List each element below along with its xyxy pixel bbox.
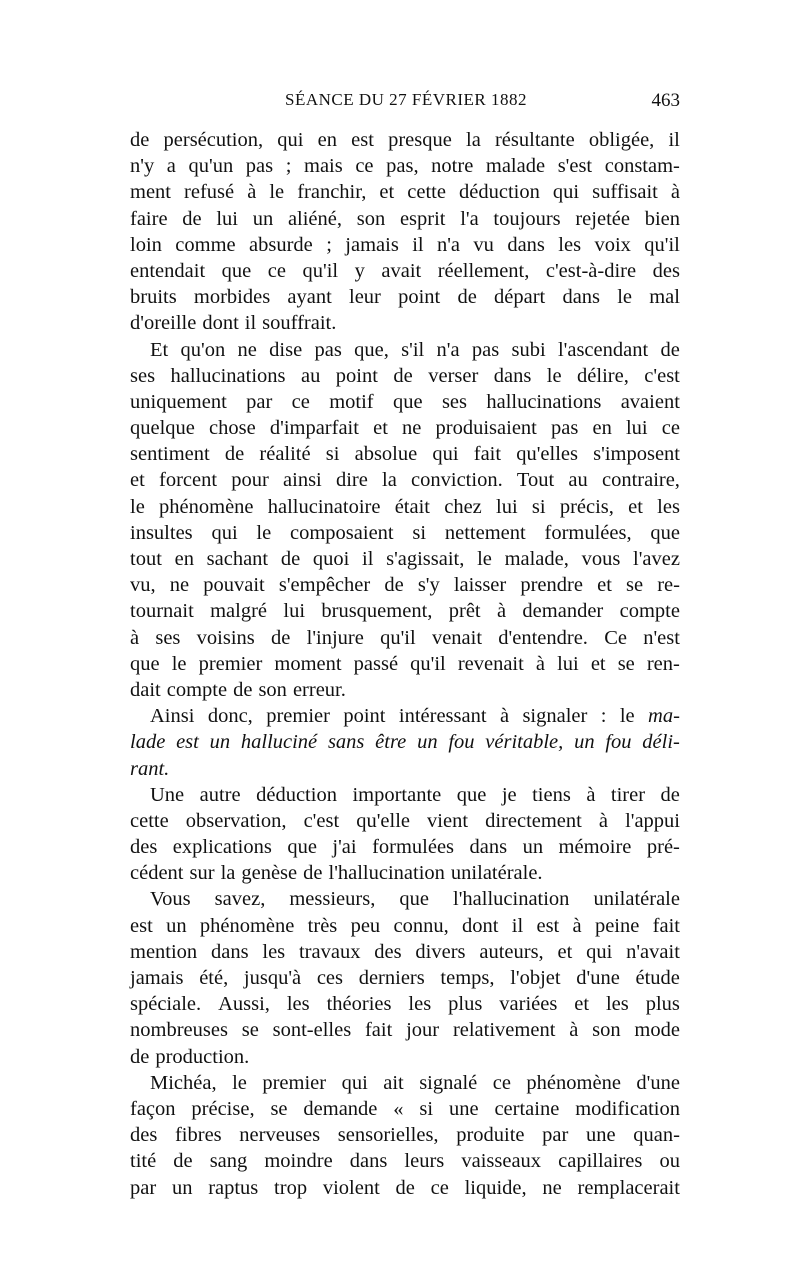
text-line: quelque chose d'imparfait et ne produisaient pas en lui ce (130, 417, 680, 440)
text-line: tité de sang moindre dans leurs vaisseaux capillaires ou (130, 1150, 680, 1173)
text-line: insultes qui le composaient si nettement formulées, que (130, 521, 680, 544)
text-line: tournait malgré lui brusquement, prêt à demander compte (130, 600, 680, 623)
text-line: faire de lui un aliéné, son esprit l'a toujours rejetée bien (130, 207, 680, 230)
text-line: que le premier moment passé qu'il revenait à lui et se ren- (130, 652, 680, 675)
text-line: uniquement par ce motif que ses hallucinations avaient (130, 390, 680, 413)
text-line: dait compte de son erreur. (130, 678, 346, 701)
text-line: Ainsi donc, premier point intéressant à signaler : le ma- (150, 705, 680, 728)
text-line: lade est un halluciné sans être un fou véritable, un fou déli- (130, 731, 680, 754)
text-line: Une autre déduction importante que je tiens à tirer de (150, 783, 680, 806)
text-line: loin comme absurde ; jamais il n'a vu dans les voix qu'il (130, 233, 680, 256)
text-line: des fibres nerveuses sensorielles, produite par une quan- (130, 1124, 680, 1147)
page-header (130, 90, 680, 116)
text-line: et forcent pour ainsi dire la conviction. Tout au contraire, (130, 469, 680, 492)
text-line: bruits morbides ayant leur point de départ dans le mal (130, 286, 680, 309)
running-title: SÉANCE DU 27 FÉVRIER 1882 (285, 90, 528, 109)
text-line: Michéa, le premier qui ait signalé ce phénomène d'une (150, 1071, 680, 1094)
text-line: nombreuses se sont-elles fait jour relativement à son mode (130, 1019, 680, 1042)
text-line: à ses voisins de l'injure qu'il venait d'entendre. Ce n'est (130, 626, 680, 649)
text-line: vu, ne pouvait s'empêcher de s'y laisser prendre et se re- (130, 574, 680, 597)
text-line: ses hallucinations au point de verser dans le délire, c'est (130, 364, 680, 387)
text-line: rant. (130, 757, 170, 780)
text-line: façon précise, se demande « si une certaine modification (130, 1097, 680, 1120)
text-line: tout en sachant de quoi il s'agissait, le malade, vous l'avez (130, 548, 680, 570)
text-line: sentiment de réalité si absolue qui fait qu'elles s'imposent (130, 443, 680, 466)
text-line: Vous savez, messieurs, que l'hallucination unilatérale (150, 888, 680, 911)
text-line: mention dans les travaux des divers auteurs, et qui n'avait (130, 940, 680, 963)
text-line: entendait que ce qu'il y avait réellement, c'est-à-dire des (130, 259, 680, 282)
text-line: le phénomène hallucinatoire était chez lui si précis, et les (130, 495, 680, 518)
text-line: cette observation, c'est qu'elle vient directement à l'appui (130, 809, 680, 832)
text-line: des explications que j'ai formulées dans un mémoire pré- (130, 836, 680, 859)
text-line: n'y a qu'un pas ; mais ce pas, notre malade s'est constam- (130, 155, 680, 178)
body-text (130, 127, 680, 1201)
text-line: spéciale. Aussi, les théories les plus variées et les plus (130, 993, 680, 1016)
text-line: jamais été, jusqu'à ces derniers temps, l'objet d'une étude (130, 967, 680, 989)
page-number: 463 (651, 90, 680, 111)
text-line: ment refusé à le franchir, et cette déduction qui suffisait à (130, 181, 680, 204)
text-line: par un raptus trop violent de ce liquide, ne remplacerait (130, 1176, 680, 1199)
text-line: de production. (130, 1045, 250, 1068)
text-line: d'oreille dont il souffrait. (130, 312, 337, 335)
text-line: de persécution, qui en est presque la résultante obligée, il (130, 129, 680, 151)
text-line: est un phénomène très peu connu, dont il est à peine fait (130, 914, 680, 937)
text-line: cédent sur la genèse de l'hallucination unilatérale. (130, 862, 543, 885)
text-line: Et qu'on ne dise pas que, s'il n'a pas subi l'ascendant de (150, 338, 680, 361)
